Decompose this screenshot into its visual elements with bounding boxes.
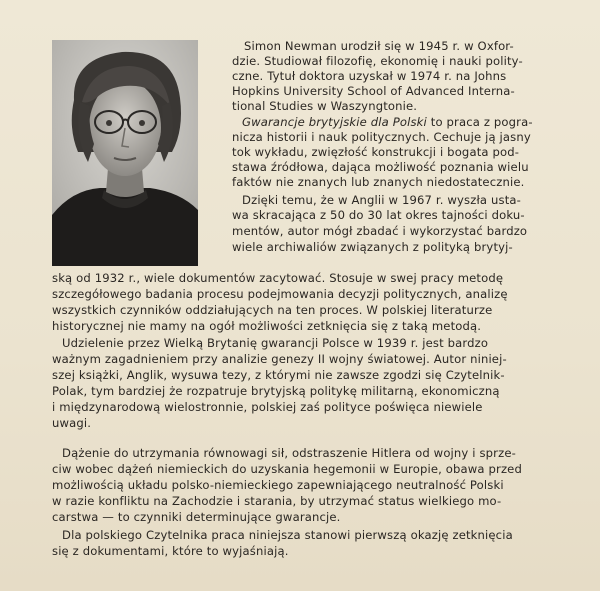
text-line: tional Studies w Waszyngtonie. <box>232 99 418 113</box>
text-line: Simon Newman urodził się w 1945 r. w Oxfor- <box>244 39 514 53</box>
text-line: wszystkich czynników oddziałujących na ten proces. W polskiej literaturze <box>52 303 493 317</box>
text-line: Dla polskiego Czytelnika praca niniejsza stanowi pierwszą okazję zetknięcia <box>62 528 513 542</box>
text-span: to praca z pogra- <box>426 115 533 129</box>
text-line: wiele archiwaliów związanych z polityką brytyj- <box>232 240 513 254</box>
text-line: szczegółowego badania procesu podejmowania decyzji politycznych, analizę <box>52 287 508 301</box>
text-line: Polak, tym bardziej że rozpatruje brytyjską politykę militarną, ekonomiczną <box>52 384 500 398</box>
text-line: czne. Tytuł doktora uzyskał w 1974 r. na Johns <box>232 69 507 83</box>
text-line: się z dokumentami, które to wyjaśniają. <box>52 544 289 558</box>
text-line: faktów nie znanych lub znanych niedostatecznie. <box>232 175 525 189</box>
text-line: możliwością układu polsko-niemieckiego zapewniającego neutralność Polski <box>52 478 504 492</box>
text-line: Hopkins University School of Advanced Interna- <box>232 84 515 98</box>
text-line: nicza historii i nauk politycznych. Cechuje ją jasny <box>232 130 531 144</box>
text-line: ciw wobec dążeń niemieckich do uzyskania hegemonii w Europie, obawa przed <box>52 462 522 476</box>
text-line: stawa źródłowa, dająca możliwość poznania wielu <box>232 160 529 174</box>
text-line: Udzielenie przez Wielką Brytanię gwarancji Polsce w 1939 r. jest bardzo <box>62 336 489 350</box>
text-line: ską od 1932 r., wiele dokumentów zacytować. Stosuje w swej pracy metodę <box>52 271 504 285</box>
text-line: w razie konfliktu na Zachodzie i starania, by utrzymać status wielkiego mo- <box>52 494 502 508</box>
book-title: Gwarancje brytyjskie dla Polski <box>242 115 427 129</box>
text-line: i międzynarodową wielostronnie, polskiej zaś polityce poświęca niewiele <box>52 400 483 414</box>
text-line: Dzięki temu, że w Anglii w 1967 r. wyszła usta- <box>242 193 521 207</box>
text-line: historycznej nie mamy na ogół możliwości zetknięcia się z taką metodą. <box>52 319 482 333</box>
text-line: Dążenie do utrzymania równowagi sił, odstraszenie Hitlera od wojny i sprze- <box>62 446 516 460</box>
text-line: uwagi. <box>52 416 92 430</box>
author-photo <box>52 40 198 266</box>
text-line <box>242 116 533 129</box>
text-line: tok wykładu, zwięzłość konstrukcji i bogata pod- <box>232 145 520 159</box>
text-line: carstwa — to czynniki determinujące gwarancje. <box>52 510 341 524</box>
text-line: szej książki, Anglik, wysuwa tezy, z którymi nie zawsze zgodzi się Czytelnik- <box>52 368 505 382</box>
text-line: dzie. Studiował filozofię, ekonomię i nauki polity- <box>232 54 523 68</box>
text-line: wa skracająca z 50 do 30 lat okres tajności doku- <box>232 208 525 222</box>
text-line: mentów, autor mógł zbadać i wykorzystać bardzo <box>232 224 528 238</box>
text-line: ważnym zagadnieniem przy analizie genezy II wojny światowej. Autor niniej- <box>52 352 507 366</box>
